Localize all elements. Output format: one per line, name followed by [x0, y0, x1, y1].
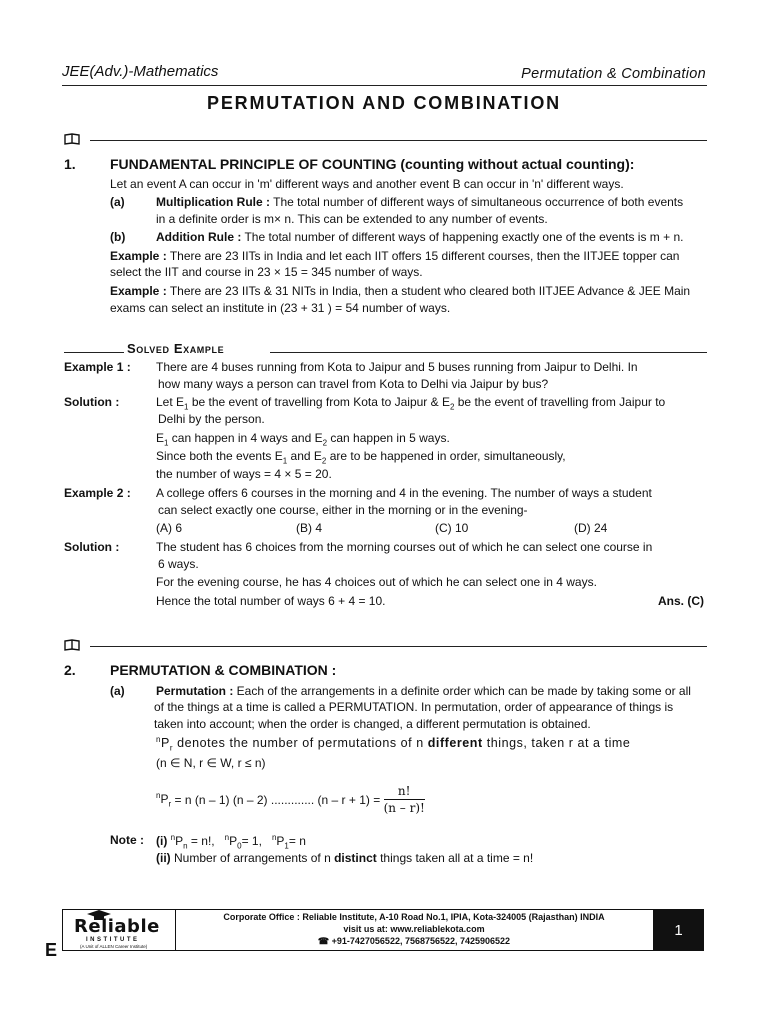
npr-formula: $^nP_r$ = n (n – 1) (n – 2) ............. (n – r + 1) = $\frac{n!}{(n - r)!}$ — [156, 784, 425, 815]
permutation-a-label: (a) — [110, 684, 125, 698]
solution-2-line1: The student has 6 choices from the morning courses out of which he can select one course in — [156, 540, 653, 554]
answer: Ans. (C) — [658, 594, 704, 608]
note-i: (i) $^nP_n = n$!, $^nP_0= 1$, $^nP_1= n$ — [156, 833, 306, 851]
page-title: PERMUTATION AND COMBINATION — [207, 93, 561, 113]
solution-1-line1: Let $E_1$ be the event of travelling from Kota to Jaipur & $E_2$ be the event of travelling from Jaipur to — [156, 395, 666, 412]
section-1-number: 1. — [64, 156, 76, 172]
solution-2-line2: 6 ways. — [158, 557, 199, 571]
section-2-heading: PERMUTATION & COMBINATION : — [110, 662, 337, 678]
solution-2-line4: Hence the total number of ways 6 + 4 = 10. — [156, 594, 386, 608]
section-1-intro: Let an event A can occur in 'm' different ways and another event B can occur in 'n' different ways. — [110, 177, 624, 191]
example-nit-line2: exams can select an institute in (23 + 31 ) = 54 number of ways. — [110, 301, 451, 315]
logo: Reliable — [74, 916, 160, 937]
solved-rule-right — [270, 352, 707, 353]
footer-phone: ☎ +91-7427056522, 7568756522, 7425906522 — [317, 936, 511, 946]
solution-2-line3: For the evening course, he has 4 choices out of which he can select one in 4 ways. — [156, 575, 597, 589]
example-2-line1: A college offers 6 courses in the morning and 4 in the evening. The number of ways a student — [156, 486, 652, 500]
npr-definition: $^nP_r$ denotes the number of permutations of n different things, taken r at a time — [156, 735, 631, 753]
option-d: (D) 24 — [574, 521, 608, 535]
logo-tagline: (A Unit of ALLEN Career Institute) — [80, 944, 148, 949]
book-icon — [64, 133, 80, 145]
solved-example-label: Solved Example — [127, 341, 225, 356]
option-a: (A) 6 — [156, 521, 183, 535]
footer-contact — [176, 911, 652, 947]
solution-2-label: Solution : — [64, 540, 120, 554]
permutation-def-line3: taken into account; when the order is changed, a different permutation is obtained. — [154, 717, 591, 731]
npr-condition: (n ∈ N, r ∈ W, r ≤ n) — [156, 756, 266, 770]
note-label: Note : — [110, 833, 144, 847]
section-1-rule — [90, 140, 707, 141]
option-c: (C) 10 — [435, 521, 469, 535]
note-ii: (ii) Number of arrangements of n distinct things taken all at a time = n! — [156, 851, 534, 865]
book-icon — [64, 639, 80, 651]
example-nit-line1: Example : There are 23 IITs & 31 NITs in India, then a student who cleared both IITJEE Advance & JEE Main — [110, 284, 691, 298]
section-2-rule — [90, 646, 707, 647]
solution-1-line2: Delhi by the person. — [158, 412, 265, 426]
multiplication-rule: Multiplication Rule : The total number of different ways of simultaneous occurrence of both events — [156, 195, 684, 209]
edge-marker: E — [45, 940, 58, 960]
header-subject: JEE(Adv.)-Mathematics — [62, 63, 219, 80]
header-topic: Permutation & Combination — [521, 66, 706, 82]
permutation-def-line2: of the things at a time is called a PERMUTATION. In permutation, order of appearance of things is — [154, 700, 674, 714]
npr-fraction: $\frac{n!}{(n - r)!}$ — [383, 784, 425, 815]
rule-a-label: (a) — [110, 195, 125, 209]
footer-address: Corporate Office : Reliable Institute, A-10 Road No.1, IPIA, Kota-324005 (Rajasthan) INDIA — [223, 912, 605, 922]
addition-rule: Addition Rule : The total number of different ways of happening exactly one of the events is m + n. — [156, 230, 684, 244]
solution-1-line3: $E_1$ can happen in 4 ways and $E_2$ can happen in 5 ways. — [156, 431, 450, 448]
page-number: 1 — [653, 909, 704, 951]
option-b: (B) 4 — [296, 521, 323, 535]
example-iit-line2: select the IIT and course in 23 × 15 = 345 number of ways. — [110, 265, 423, 279]
footer-website: visit us at: www.reliablekota.com — [343, 924, 485, 934]
solution-1-label: Solution : — [64, 395, 120, 409]
example-1-line2: how many ways a person can travel from Kota to Delhi via Jaipur by bus? — [158, 377, 549, 391]
solved-rule-left — [64, 352, 124, 353]
example-2-line2: can select exactly one course, either in the morning or in the evening- — [158, 503, 528, 517]
example-1-label: Example 1 : — [64, 360, 131, 374]
section-2-number: 2. — [64, 662, 76, 678]
multiplication-rule-cont: in a definite order is m× n. This can be extended to any number of events. — [156, 212, 548, 226]
example-iit-line1: Example : There are 23 IITs in India and let each IIT offers 15 different courses, then the IITJEE topper can — [110, 249, 680, 263]
logo-subtitle: INSTITUTE — [86, 937, 140, 943]
example-2-label: Example 2 : — [64, 486, 131, 500]
rule-b-label: (b) — [110, 230, 126, 244]
permutation-def-line1: Permutation : Each of the arrangements in a definite order which can be made by taking some or all — [156, 684, 691, 698]
section-1-heading: FUNDAMENTAL PRINCIPLE OF COUNTING (counting without actual counting): — [110, 156, 635, 172]
header-rule — [62, 85, 707, 86]
solution-1-line4: Since both the events $E_1$ and $E_2$ are to be happened in order, simultaneously, — [156, 449, 566, 466]
example-1-line1: There are 4 buses running from Kota to Jaipur and 5 buses running from Jaipur to Delhi. In — [156, 360, 638, 374]
solution-1-line5: the number of ways = 4 × 5 = 20. — [156, 467, 332, 481]
